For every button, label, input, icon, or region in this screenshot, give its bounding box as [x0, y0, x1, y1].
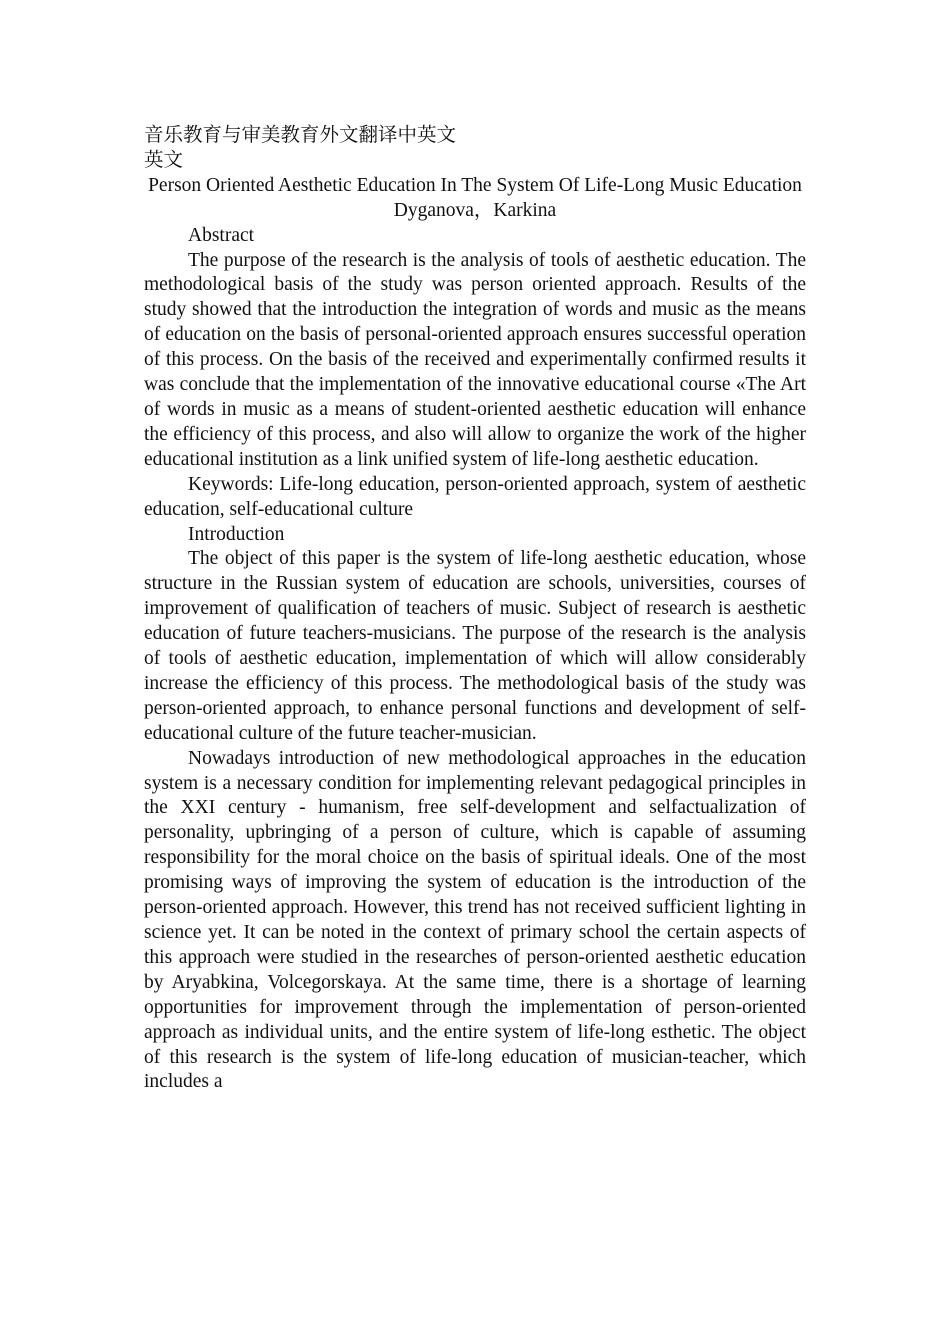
- introduction-paragraph-1: The object of this paper is the system of life-long aesthetic education, whose structure in the Russian system of education are schools, universities, courses of improvement of qualification of teachers of music. Subject of research is aesthetic education of future teachers-musicians. The purpose of the research is the analysis of tools of aesthetic education, implementation of which will allow considerably increase the efficiency of this process. The methodological basis of the study was person-oriented approach, to enhance personal functions and development of self-educational culture of the future teacher-musician.: [144, 548, 806, 744]
- paper-title: Person Oriented Aesthetic Education In The System Of Life-Long Music Education: [148, 174, 802, 196]
- document-page: [144, 124, 806, 1095]
- introduction-paragraph-2: Nowadays introduction of new methodological approaches in the education system is a necessary condition for implementing relevant pedagogical principles in the XXI century - humanism, free self-development and selfactualization of personality, upbringing of a person of culture, which is capable of assuming responsibility for the moral choice on the basis of spiritual ideals. One of the most promising ways of improving the system of education is the introduction of the person-oriented approach. However, this trend has not received sufficient lighting in science yet. It can be noted in the context of primary school the certain aspects of this approach were studied in the researches of person-oriented aesthetic education by Aryabkina, Volcegorskaya. At the same time, there is a shortage of learning opportunities for improvement through the implementation of person-oriented approach as individual units, and the entire system of life-long esthetic. The object of this research is the system of life-long education of musician-teacher, which includes a: [144, 747, 806, 1093]
- language-label: 英文: [144, 149, 184, 171]
- abstract-text: The purpose of the research is the analysis of tools of aesthetic education. The methodological basis of the study was person oriented approach. Results of the study showed that the introduction the integration of words and music as the means of education on the basis of personal-oriented approach ensures successful operation of this process. On the basis of the received and experimentally confirmed results it was conclude that the implementation of the innovative educational course «The Art of words in music as a means of student-oriented aesthetic education will enhance the efficiency of this process, and also will allow to organize the work of the higher educational institution as a link unified system of life-long aesthetic education.: [144, 249, 806, 470]
- abstract-heading: Abstract: [188, 224, 255, 246]
- introduction-heading: Introduction: [188, 523, 285, 545]
- chinese-header: 音乐教育与审美教育外文翻译中英文: [144, 125, 457, 146]
- keywords: Keywords: Life-long education, person-oriented approach, system of aesthetic education, self-educational culture: [144, 473, 806, 520]
- paper-authors: Dyganova，Karkina: [393, 199, 557, 221]
